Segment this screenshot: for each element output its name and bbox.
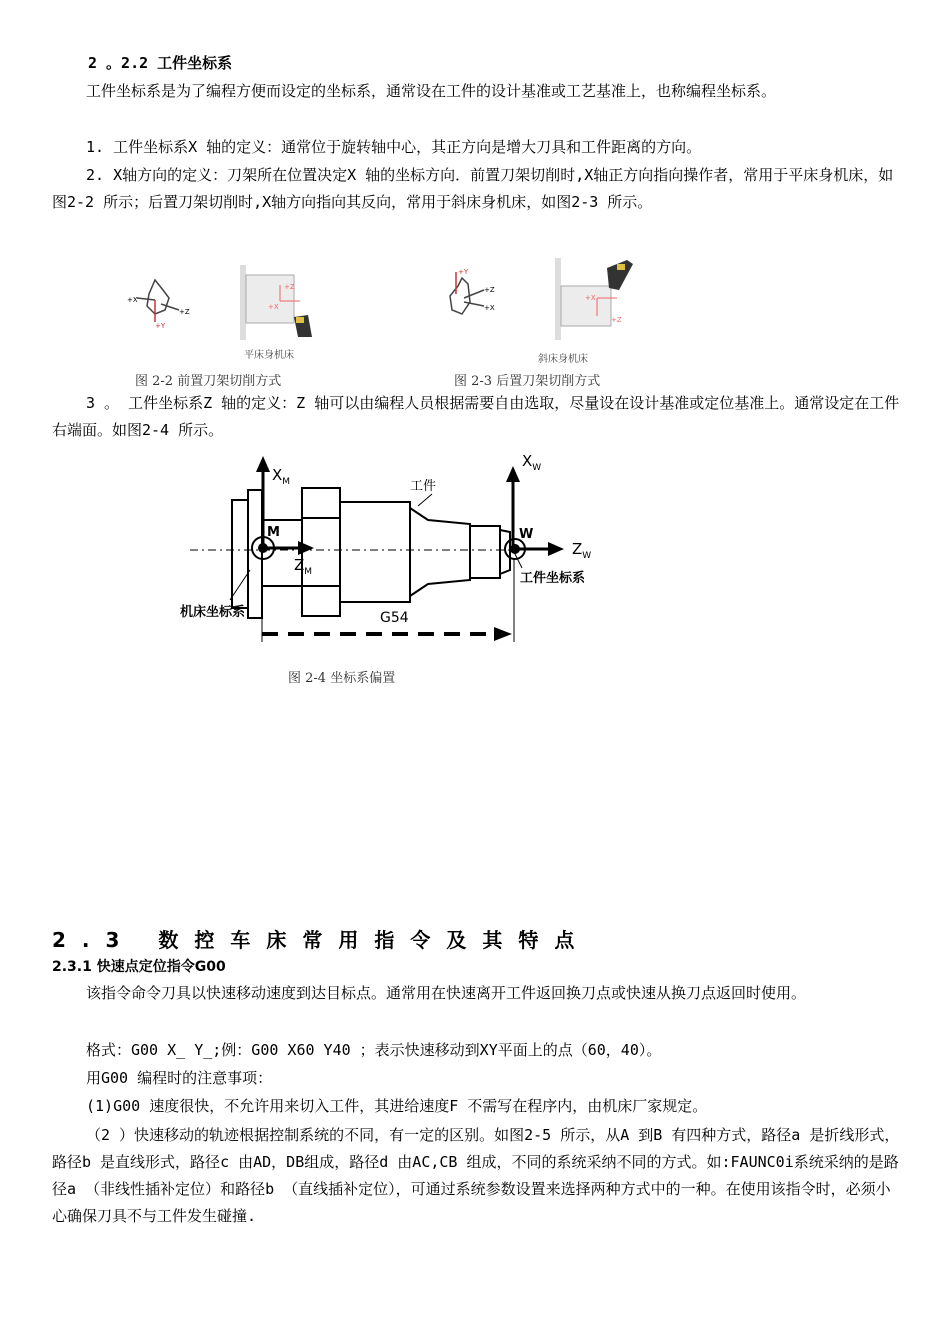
zm-label: $Z_M$: [294, 556, 313, 577]
figure-2-2-sub: 平床身机床: [244, 350, 294, 361]
xw-label: $X_W$: [522, 452, 542, 473]
svg-text:+X: +X: [268, 303, 279, 311]
paragraph-x-direction: 2. X轴方向的定义：刀架所在位置决定X 轴的坐标方向．前置刀架切削时,X轴正方向指向操作者，常用于平床身机床，如图2-2 所示；后置刀架切削时,X轴方向指向其反向，常用于斜床身机床，如图2-3 所示。: [52, 166, 894, 211]
g54-label: G54: [380, 610, 409, 626]
figure-2-3-workpiece: [555, 258, 640, 340]
paragraph-g00-format: 格式：G00 X_ Y_;例：G00 X60 Y40 ；表示快速移动到XY平面上的点（60，40）。: [86, 1041, 662, 1059]
svg-text:+Y: +Y: [155, 322, 166, 330]
section-heading-2-3: 2.3 数控车床常用指令及其特点: [52, 928, 591, 952]
svg-text:+Z: +Z: [179, 308, 190, 316]
svg-text:+Z: +Z: [611, 316, 622, 324]
workpiece-label: 工件: [410, 479, 437, 494]
figure-2-4-caption: 图 2-4 坐标系偏置: [288, 671, 396, 686]
m-label: M: [267, 525, 280, 540]
paragraph-g00-intro: 该指令命令刀具以快速移动速度到达目标点。通常用在快速离开工件返回换刀点或快速从换刀点返回时使用。: [86, 984, 807, 1002]
paragraph-z-axis-def: 3 。 工件坐标系Z 轴的定义：Z 轴可以由编程人员根据需要自由选取，尽量设在设计基准或定位基准上。通常设定在工件右端面。如图2-4 所示。: [52, 394, 900, 439]
work-cs-label: 工件坐标系: [520, 571, 586, 586]
figure-2-3-sub: 斜床身机床: [538, 354, 588, 365]
paragraph-g00-note1: (1)G00 速度很快，不允许用来切入工件，其进给速度F 不需写在程序内，由机床厂家规定。: [86, 1097, 708, 1115]
svg-text:+X: +X: [585, 294, 596, 302]
figure-2-2-hand-rule: [125, 270, 195, 330]
zw-label: $Z_W$: [572, 540, 592, 561]
svg-text:+X: +X: [127, 296, 138, 304]
section-heading-2-3-1: 2.3.1 快速点定位指令G00: [52, 959, 226, 975]
svg-text:+Y: +Y: [458, 268, 469, 276]
paragraph-g00-notes: 用G00 编程时的注意事项：: [86, 1069, 273, 1087]
figure-2-3-caption: 图 2-3 后置刀架切削方式: [454, 374, 601, 389]
figure-2-2-workpiece: [240, 265, 320, 340]
svg-text:+X: +X: [484, 304, 495, 312]
paragraph-x-axis-def: 1. 工件坐标系X 轴的定义：通常位于旋转轴中心，其正方向是增大刀具和工件距离的方向。: [86, 138, 702, 156]
figure-2-3-hand-rule: [440, 266, 500, 330]
svg-text:+Z: +Z: [284, 283, 295, 291]
paragraph-g00-note2: （2 ）快速移动的轨迹根据控制系统的不同，有一定的区别。如图2-5 所示，从A 到B 有四种方式，路径a 是折线形式，路径b 是直线形式，路径c 由AD，DB组成，路径d 由AC,CB 组成，不同的系统采纳不同的方式。如:FAUNC0i系统采纳的是路径a （非线性插补定位）和路径b （直线插补定位），可通过系统参数设置来选择两种方式中的一种。在使用该指令时，必须小心确保刀具不与工件发生碰撞.: [52, 1126, 900, 1225]
section-heading-2-2-2: 2 。2.2 工件坐标系: [88, 54, 233, 72]
w-label: W: [519, 527, 534, 542]
paragraph-intro: 工件坐标系是为了编程方便而设定的坐标系，通常设在工件的设计基准或工艺基准上，也称编程坐标系。: [86, 82, 777, 100]
machine-cs-label: 机床坐标系: [180, 605, 246, 620]
xm-label: $X_M$: [272, 466, 291, 487]
figure-2-4-diagram: [170, 450, 610, 650]
svg-text:+Z: +Z: [484, 286, 495, 294]
figure-2-2-caption: 图 2-2 前置刀架切削方式: [135, 374, 282, 389]
